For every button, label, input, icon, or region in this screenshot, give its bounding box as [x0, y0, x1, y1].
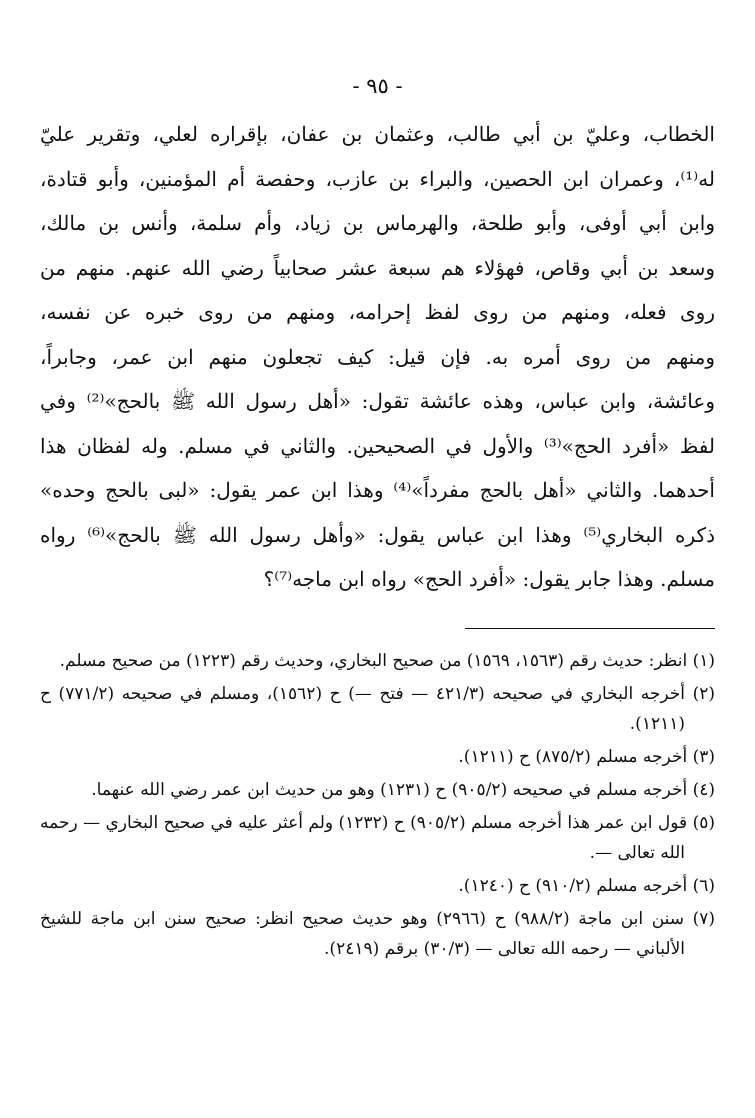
main-text: [40, 112, 715, 602]
text-line: وسعد بن أبي وقاص، فهؤلاء هم سبعة عشر صحابياً رضي الله عنهم. منهم من: [40, 255, 715, 280]
text-line: له⁽¹⁾، وعمران ابن الحصين، والبراء بن عازب، وحفصة أم المؤمنين، وأبو قتادة،: [40, 166, 716, 191]
text-line: وابن أبي أوفى، وأبو طلحة، والهرماس بن زياد، وأم سلمة، وأنس بن مالك،: [40, 211, 715, 235]
footnote-1: (١) انظر: حديث رقم (١٥٦٣، ١٥٦٩) من صحيح البخاري، وحديث رقم (١٢٢٣) من صحيح مسلم.: [59, 651, 715, 671]
footnotes: [40, 646, 715, 967]
text-line: لفظ «أفرد الحج»⁽³⁾ والأول في الصحيحين. والثاني في مسلم. وله لفظان هذا: [40, 433, 716, 458]
text-line: ومنهم من روى أمره به. فإن قيل: كيف تجعلون منهم ابن عمر، وجابراً،: [40, 344, 715, 369]
footnote-4: (٤) أخرجه مسلم في صحيحه (٩٠٥/٢) ح (١٢٣١) وهو من حديث ابن عمر رضي الله عنهما.: [91, 780, 715, 800]
footnote-divider: [465, 628, 715, 629]
text-line: مسلم. وهذا جابر يقول: «أفرد الحج» رواه ابن ماجه⁽⁷⁾؟: [263, 567, 715, 591]
footnote-7: (٧) سنن ابن ماجة (٩٨٨/٢) ح (٢٩٦٦) وهو حديث صحيح انظر: صحيح سنن ابن ماجة للشيخ الألباني — رحمه الله تعالى — (٣٠/٣) برقم (٢٤١٩).: [40, 909, 716, 959]
book-page: [40, 0, 715, 1118]
footnote-3: (٣) أخرجه مسلم (٨٧٥/٢) ح (١٢١١).: [458, 747, 715, 767]
footnote-2: (٢) أخرجه البخاري في صحيحه (٤٢١/٣ — فتح —) ح (١٥٦٢)، ومسلم في صحيحه (٧٧١/٢) ح (١٢١١).: [40, 684, 715, 734]
footnote-6: (٦) أخرجه مسلم (٩١٠/٢) ح (١٢٤٠).: [458, 876, 715, 896]
text-line: روى فعله، ومنهم من روى لفظ إحرامه، ومنهم من روى خبره عن نفسه،: [40, 300, 715, 324]
text-line: أحدهما. والثاني «أهل بالحج مفرداً»⁽⁴⁾ وهذا ابن عمر يقول: «لبى بالحج وحده»: [40, 478, 715, 502]
page-number: - ٩٥ -: [352, 74, 403, 98]
text-line: ذكره البخاري⁽⁵⁾ وهذا ابن عباس يقول: «وأهل رسول الله ﷺ بالحج»⁽⁶⁾ رواه: [40, 522, 715, 547]
text-line: وعائشة، وابن عباس، وهذه عائشة تقول: «أهل رسول الله ﷺ بالحج»⁽²⁾ وفي: [40, 389, 715, 413]
text-line: الخطاب، وعليّ بن أبي طالب، وعثمان بن عفان، بإقراره لعلي، وتقرير عليّ: [40, 122, 715, 146]
footnote-5: (٥) قول ابن عمر هذا أخرجه مسلم (٩٠٥/٢) ح (١٢٣٢) ولم أعثر عليه في صحيح البخاري — رحمه الله تعالى —.: [40, 813, 715, 863]
